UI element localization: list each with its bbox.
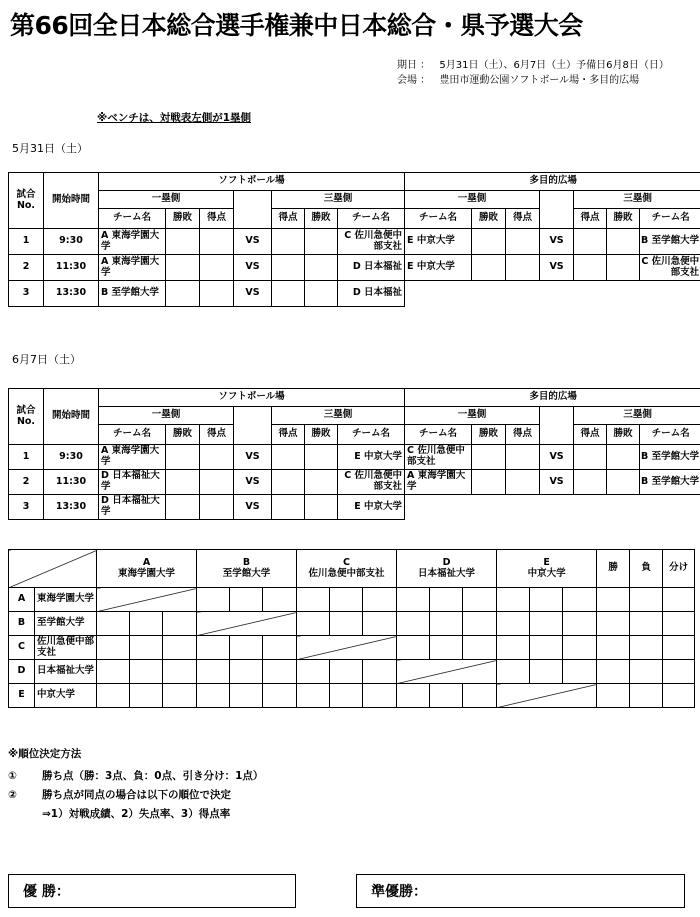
match-row xyxy=(9,281,700,307)
match-row xyxy=(9,495,700,520)
runner-up-label: 準優勝： xyxy=(371,884,427,900)
rr-cell[interactable] xyxy=(163,684,197,708)
rr-cell[interactable] xyxy=(230,588,263,612)
rr-cell[interactable] xyxy=(430,684,463,708)
rr-cell[interactable] xyxy=(297,588,330,612)
rr-row xyxy=(9,636,695,660)
winner-label: 優 勝： xyxy=(23,884,70,900)
ranking-rule xyxy=(8,787,231,802)
ranking-sub-rule: ⇒1）対戦成績、2）失点率、3）得点率 xyxy=(42,808,231,820)
rr-cell[interactable] xyxy=(230,684,263,708)
rr-cell[interactable] xyxy=(130,684,163,708)
third-base-header: 三塁側 xyxy=(574,191,700,209)
multipurpose-field-header: 多目的広場 xyxy=(405,389,700,407)
team-header: チーム名 xyxy=(99,425,166,445)
start-time: 9:30 xyxy=(44,229,99,255)
win-loss-cell[interactable] xyxy=(305,470,338,495)
team-third-base: C 佐川急便中部支社 xyxy=(338,470,405,495)
score-cell[interactable] xyxy=(272,229,305,255)
match-no: 3 xyxy=(9,495,44,520)
rr-self-cell xyxy=(97,588,197,612)
win-loss-cell[interactable] xyxy=(305,281,338,307)
win-loss-cell[interactable] xyxy=(472,229,506,255)
rr-cell[interactable] xyxy=(263,660,297,684)
rr-cell[interactable] xyxy=(197,636,230,660)
rr-cell[interactable] xyxy=(163,636,197,660)
match-row xyxy=(9,445,700,470)
winner-box[interactable] xyxy=(8,874,296,908)
rr-cell[interactable] xyxy=(197,660,230,684)
rr-cell[interactable] xyxy=(163,660,197,684)
vs-label: VS xyxy=(540,255,574,281)
team-first-base: A 東海学園大学 xyxy=(405,470,472,495)
match-no: 3 xyxy=(9,281,44,307)
rr-cell[interactable] xyxy=(463,636,497,660)
period-line xyxy=(397,56,669,71)
score-cell[interactable] xyxy=(574,445,607,470)
win-loss-cell[interactable] xyxy=(166,445,200,470)
rr-col-header: A 東海学園大学 xyxy=(97,550,197,588)
rule-mark: ① xyxy=(8,770,17,782)
score-cell[interactable] xyxy=(272,495,305,520)
rr-row-letter: D xyxy=(9,660,35,684)
rr-cell[interactable] xyxy=(263,684,297,708)
rr-cell[interactable] xyxy=(497,660,530,684)
losses-header: 負 xyxy=(630,550,663,588)
score-header: 得点 xyxy=(272,209,305,229)
win-loss-cell[interactable] xyxy=(305,495,338,520)
win-loss-cell[interactable] xyxy=(166,281,200,307)
score-cell[interactable] xyxy=(506,445,540,470)
rr-col-header: D 日本福祉大学 xyxy=(397,550,497,588)
win-loss-header: 勝敗 xyxy=(166,209,200,229)
rr-cell[interactable] xyxy=(497,588,530,612)
team-third-base: E 中京大学 xyxy=(338,445,405,470)
rr-cell[interactable] xyxy=(297,684,330,708)
team-first-base: E 中京大学 xyxy=(405,255,472,281)
rr-cell[interactable] xyxy=(97,612,130,636)
rr-cell[interactable] xyxy=(530,588,563,612)
win-loss-header: 勝敗 xyxy=(472,209,506,229)
rr-losses-cell[interactable] xyxy=(630,636,663,660)
start-time: 11:30 xyxy=(44,255,99,281)
score-header: 得点 xyxy=(574,425,607,445)
rr-cell[interactable] xyxy=(97,636,130,660)
match-row xyxy=(9,255,700,281)
rr-cell[interactable] xyxy=(397,612,430,636)
match-no: 2 xyxy=(9,470,44,495)
rr-draws-cell[interactable] xyxy=(663,684,695,708)
team-first-base: A 東海学園大学 xyxy=(99,229,166,255)
vs-label: VS xyxy=(234,470,272,495)
day2-schedule-table xyxy=(8,388,700,520)
rr-cell[interactable] xyxy=(397,588,430,612)
win-loss-cell[interactable] xyxy=(166,255,200,281)
rr-self-cell xyxy=(197,612,297,636)
rr-cell[interactable] xyxy=(463,588,497,612)
first-base-header: 一塁側 xyxy=(405,191,540,209)
day2-date: 6月7日（土） xyxy=(12,353,81,366)
score-header: 得点 xyxy=(574,209,607,229)
team-header: チーム名 xyxy=(405,209,472,229)
vs-label: VS xyxy=(234,281,272,307)
team-third-base: C 佐川急便中部支社 xyxy=(640,255,700,281)
period-label: 期日 ： xyxy=(397,60,431,71)
team-first-base: B 至学館大学 xyxy=(99,281,166,307)
match-no-header: 試合No. xyxy=(9,389,44,445)
rr-cell[interactable] xyxy=(330,660,363,684)
rr-draws-cell[interactable] xyxy=(663,636,695,660)
multipurpose-field-header: 多目的広場 xyxy=(405,173,700,191)
rr-row-label: 東海学園大学 xyxy=(35,588,97,612)
rr-losses-cell[interactable] xyxy=(630,660,663,684)
match-no: 2 xyxy=(9,255,44,281)
first-base-header: 一塁側 xyxy=(99,191,234,209)
score-cell[interactable] xyxy=(574,255,607,281)
rr-cell[interactable] xyxy=(563,612,597,636)
win-loss-header: 勝敗 xyxy=(472,425,506,445)
rr-row-label: 中京大学 xyxy=(35,684,97,708)
score-cell[interactable] xyxy=(506,229,540,255)
rr-wins-cell[interactable] xyxy=(597,588,630,612)
rr-cell[interactable] xyxy=(497,636,530,660)
rr-draws-cell[interactable] xyxy=(663,660,695,684)
rr-col-header: E 中京大学 xyxy=(497,550,597,588)
first-base-header: 一塁側 xyxy=(99,407,234,425)
score-cell[interactable] xyxy=(272,445,305,470)
score-cell[interactable] xyxy=(200,445,234,470)
score-header: 得点 xyxy=(200,425,234,445)
wins-header: 勝 xyxy=(597,550,630,588)
score-cell[interactable] xyxy=(272,470,305,495)
rr-cell[interactable] xyxy=(330,588,363,612)
match-row xyxy=(9,470,700,495)
win-loss-cell[interactable] xyxy=(472,445,506,470)
vs-label: VS xyxy=(234,495,272,520)
rr-col-header: B 至学館大学 xyxy=(197,550,297,588)
day1-date: 5月31日（土） xyxy=(12,142,88,155)
score-cell[interactable] xyxy=(574,229,607,255)
score-cell[interactable] xyxy=(200,255,234,281)
win-loss-header: 勝敗 xyxy=(166,425,200,445)
team-first-base: C 佐川急便中部支社 xyxy=(405,445,472,470)
rr-row xyxy=(9,684,695,708)
win-loss-cell[interactable] xyxy=(305,445,338,470)
rr-col-header: C 佐川急便中部支社 xyxy=(297,550,397,588)
rr-wins-cell[interactable] xyxy=(597,660,630,684)
rr-cell[interactable] xyxy=(430,612,463,636)
rr-cell[interactable] xyxy=(97,684,130,708)
rr-cell[interactable] xyxy=(130,612,163,636)
third-base-header: 三塁側 xyxy=(272,407,405,425)
win-loss-header: 勝敗 xyxy=(305,425,338,445)
ranking-method-title: ※順位決定方法 xyxy=(8,748,82,760)
rr-cell[interactable] xyxy=(530,612,563,636)
rr-cell[interactable] xyxy=(397,636,430,660)
third-base-header: 三塁側 xyxy=(272,191,405,209)
ranking-rule xyxy=(8,768,263,783)
score-cell[interactable] xyxy=(200,495,234,520)
vs-label: VS xyxy=(540,470,574,495)
rr-cell[interactable] xyxy=(263,636,297,660)
rr-cell[interactable] xyxy=(563,660,597,684)
rr-cell[interactable] xyxy=(563,588,597,612)
start-time: 11:30 xyxy=(44,470,99,495)
runner-up-box[interactable] xyxy=(356,874,685,908)
bench-note: ※ベンチは、対戦表左側が1塁側 xyxy=(97,112,252,124)
first-base-header: 一塁側 xyxy=(405,407,540,425)
team-header: チーム名 xyxy=(640,209,700,229)
draws-header: 分け xyxy=(663,550,695,588)
rule-text: 勝ち点が同点の場合は以下の順位で決定 xyxy=(42,789,231,801)
rr-cell[interactable] xyxy=(363,684,397,708)
win-loss-cell[interactable] xyxy=(305,255,338,281)
rr-cell[interactable] xyxy=(497,612,530,636)
rr-row xyxy=(9,612,695,636)
round-robin-header xyxy=(9,550,695,588)
rr-cell[interactable] xyxy=(197,684,230,708)
start-time: 13:30 xyxy=(44,281,99,307)
rr-cell[interactable] xyxy=(363,660,397,684)
win-loss-cell[interactable] xyxy=(305,229,338,255)
win-loss-cell[interactable] xyxy=(607,470,640,495)
win-loss-cell[interactable] xyxy=(607,229,640,255)
rr-cell[interactable] xyxy=(230,660,263,684)
rr-row-label: 至学館大学 xyxy=(35,612,97,636)
match-no: 1 xyxy=(9,445,44,470)
team-first-base: E 中京大学 xyxy=(405,229,472,255)
win-loss-header: 勝敗 xyxy=(607,425,640,445)
rr-cell[interactable] xyxy=(130,660,163,684)
round-robin-table xyxy=(8,549,695,708)
rr-cell[interactable] xyxy=(263,588,297,612)
rr-wins-cell[interactable] xyxy=(597,612,630,636)
win-loss-cell[interactable] xyxy=(607,255,640,281)
rr-cell[interactable] xyxy=(130,636,163,660)
vs-label: VS xyxy=(234,255,272,281)
win-loss-cell[interactable] xyxy=(472,255,506,281)
team-header: チーム名 xyxy=(640,425,700,445)
start-time: 9:30 xyxy=(44,445,99,470)
rule-text: 勝ち点（勝：3点、負：0点、引き分け：1点） xyxy=(42,770,264,782)
rr-losses-cell[interactable] xyxy=(630,588,663,612)
rr-losses-cell[interactable] xyxy=(630,684,663,708)
page-title: 第66回全日本総合選手権兼中日本総合・県予選大会 xyxy=(10,11,583,40)
rr-cell[interactable] xyxy=(297,612,330,636)
rr-cell[interactable] xyxy=(330,612,363,636)
win-loss-cell[interactable] xyxy=(607,445,640,470)
rr-cell[interactable] xyxy=(530,636,563,660)
rr-cell[interactable] xyxy=(363,588,397,612)
vs-label: VS xyxy=(234,229,272,255)
rr-cell[interactable] xyxy=(563,636,597,660)
start-time-header: 開始時間 xyxy=(44,389,99,445)
team-third-base: B 至学館大学 xyxy=(640,445,700,470)
score-cell[interactable] xyxy=(506,255,540,281)
rr-row-label: 佐川急便中部支社 xyxy=(35,636,97,660)
rr-self-cell xyxy=(397,660,497,684)
rr-cell[interactable] xyxy=(330,684,363,708)
rr-wins-cell[interactable] xyxy=(597,684,630,708)
venue-label: 会場 ： xyxy=(397,75,431,86)
score-cell[interactable] xyxy=(200,229,234,255)
team-third-base: D 日本福祉 xyxy=(338,255,405,281)
period-value: 5月31日（土）、6月7日（土）予備日6月8日（日） xyxy=(439,60,669,71)
win-loss-header: 勝敗 xyxy=(607,209,640,229)
score-cell[interactable] xyxy=(200,470,234,495)
score-cell[interactable] xyxy=(574,470,607,495)
rr-cell[interactable] xyxy=(230,636,263,660)
match-row xyxy=(9,229,700,255)
team-first-base: A 東海学園大学 xyxy=(99,445,166,470)
vs-label: VS xyxy=(234,445,272,470)
rr-draws-cell[interactable] xyxy=(663,588,695,612)
score-cell[interactable] xyxy=(200,281,234,307)
win-loss-cell[interactable] xyxy=(166,229,200,255)
team-header: チーム名 xyxy=(338,425,405,445)
rr-cell[interactable] xyxy=(197,588,230,612)
match-no-header: 試合No. xyxy=(9,173,44,229)
rr-cell[interactable] xyxy=(397,684,430,708)
rr-self-cell xyxy=(497,684,597,708)
team-third-base: E 中京大学 xyxy=(338,495,405,520)
rr-cell[interactable] xyxy=(163,612,197,636)
rr-cell[interactable] xyxy=(463,612,497,636)
rr-row-letter: B xyxy=(9,612,35,636)
rr-row-letter: A xyxy=(9,588,35,612)
score-header: 得点 xyxy=(200,209,234,229)
rr-self-cell xyxy=(297,636,397,660)
win-loss-cell[interactable] xyxy=(166,470,200,495)
vs-label: VS xyxy=(540,229,574,255)
start-time: 13:30 xyxy=(44,495,99,520)
rr-row-letter: E xyxy=(9,684,35,708)
win-loss-cell[interactable] xyxy=(472,470,506,495)
score-cell[interactable] xyxy=(506,470,540,495)
score-header: 得点 xyxy=(506,425,540,445)
rr-cell[interactable] xyxy=(463,684,497,708)
venue-value: 豊田市運動公園ソフトボール場・多目的広場 xyxy=(439,75,640,86)
score-header: 得点 xyxy=(506,209,540,229)
third-base-header: 三塁側 xyxy=(574,407,700,425)
rr-losses-cell[interactable] xyxy=(630,612,663,636)
softball-field-header: ソフトボール場 xyxy=(99,389,405,407)
rr-row xyxy=(9,588,695,612)
team-header: チーム名 xyxy=(99,209,166,229)
team-third-base: C 佐川急便中部支社 xyxy=(338,229,405,255)
rr-cell[interactable] xyxy=(297,660,330,684)
rule-mark: ② xyxy=(8,789,17,801)
rr-cell[interactable] xyxy=(97,660,130,684)
rr-draws-cell[interactable] xyxy=(663,612,695,636)
team-first-base: A 東海学園大学 xyxy=(99,255,166,281)
rr-row xyxy=(9,660,695,684)
rr-wins-cell[interactable] xyxy=(597,636,630,660)
day1-schedule-table xyxy=(8,172,700,307)
rr-cell[interactable] xyxy=(430,636,463,660)
team-third-base: B 至学館大学 xyxy=(640,229,700,255)
vs-label: VS xyxy=(540,445,574,470)
team-first-base: D 日本福祉大学 xyxy=(99,495,166,520)
softball-field-header: ソフトボール場 xyxy=(99,173,405,191)
start-time-header: 開始時間 xyxy=(44,173,99,229)
rr-cell[interactable] xyxy=(363,612,397,636)
score-header: 得点 xyxy=(272,425,305,445)
score-cell[interactable] xyxy=(272,255,305,281)
win-loss-header: 勝敗 xyxy=(305,209,338,229)
match-no: 1 xyxy=(9,229,44,255)
team-third-base: B 至学館大学 xyxy=(640,470,700,495)
rr-row-label: 日本福祉大学 xyxy=(35,660,97,684)
team-header: チーム名 xyxy=(405,425,472,445)
team-first-base: D 日本福祉大学 xyxy=(99,470,166,495)
score-cell[interactable] xyxy=(272,281,305,307)
win-loss-cell[interactable] xyxy=(166,495,200,520)
venue-line xyxy=(397,71,639,86)
team-third-base: D 日本福祉 xyxy=(338,281,405,307)
rr-row-letter: C xyxy=(9,636,35,660)
team-header: チーム名 xyxy=(338,209,405,229)
rr-cell[interactable] xyxy=(530,660,563,684)
rr-cell[interactable] xyxy=(430,588,463,612)
